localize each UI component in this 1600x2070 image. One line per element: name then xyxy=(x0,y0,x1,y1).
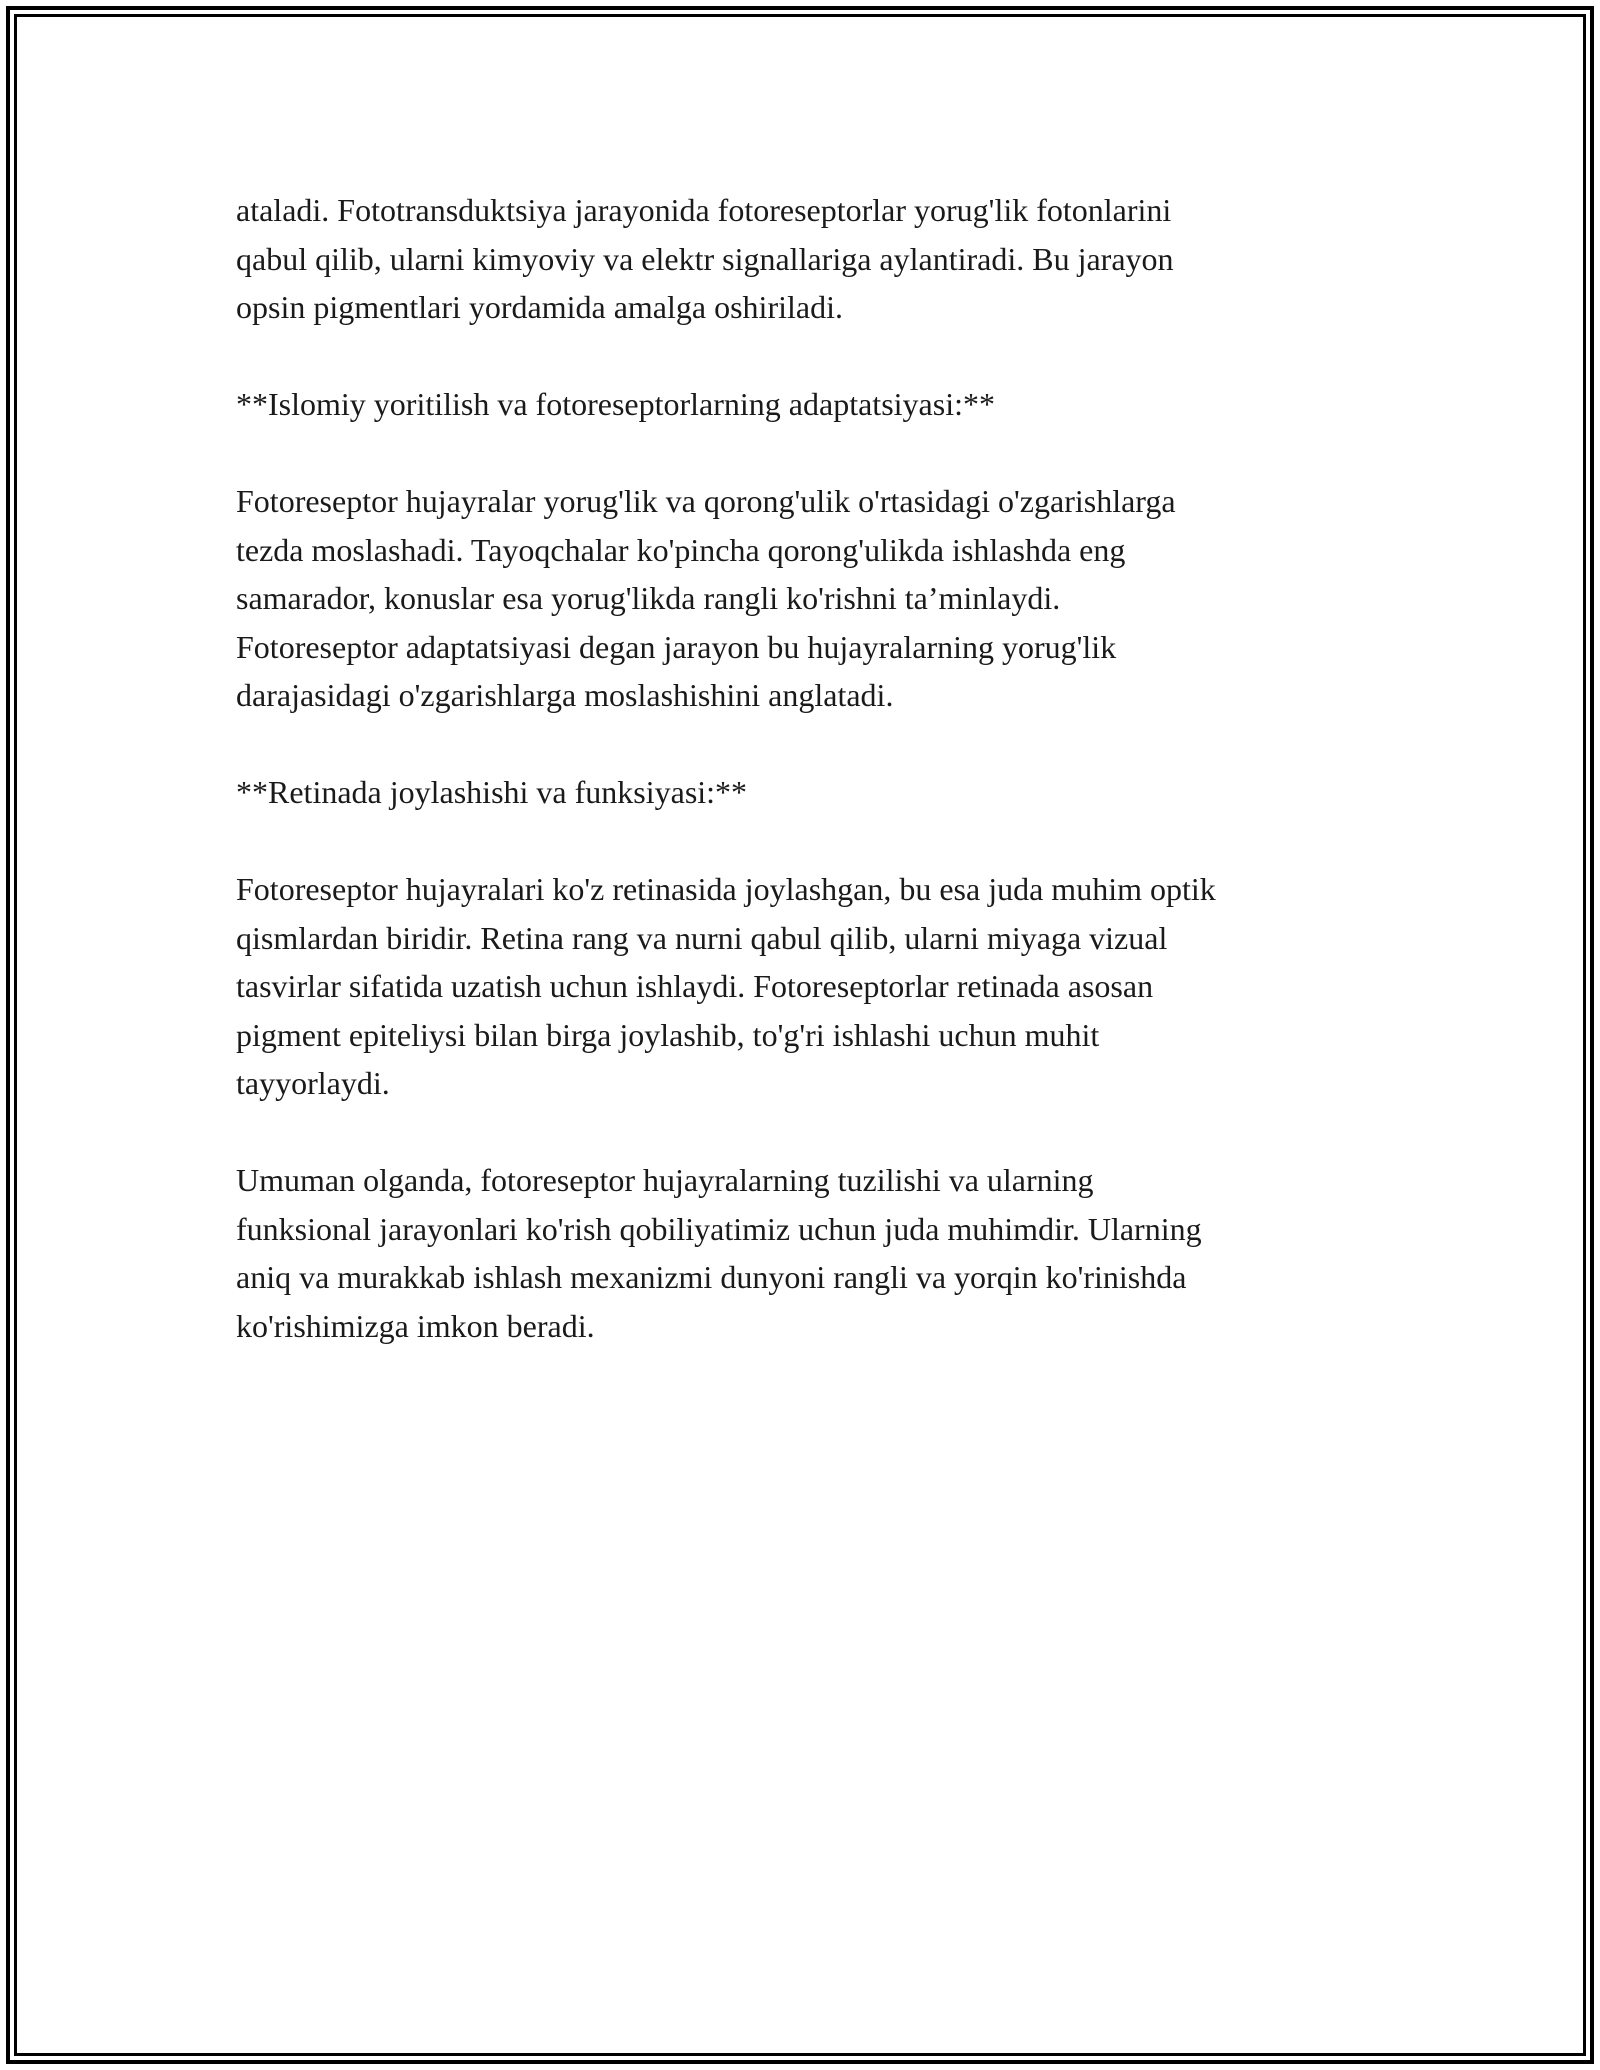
section-heading-adaptation: **Islomiy yoritilish va fotoreseptorlarning adaptatsiyasi:** xyxy=(236,386,995,422)
paragraph-retina: Fotoreseptor hujayralari ko'z retinasida joylashgan, bu esa juda muhim optik qismlardan biridir. Retina rang va nurni qabul qilib, ularni miyaga vizual tasvirlar sifatida uzatish uchun ishlaydi. Fotoreseptorlar retinada asosan pigment epiteliysi bilan birga joylashib, to'g'ri ishlashi uchun muhit tayyorlaydi. xyxy=(236,871,1216,1101)
paragraph-intro-continuation: ataladi. Fototransduktsiya jarayonida fotoreseptorlar yorug'lik fotonlarini qabul qilib, ularni kimyoviy va elektr signallariga aylantiradi. Bu jarayon opsin pigmentlari yordamida amalga oshiriladi. xyxy=(236,192,1174,325)
document-body xyxy=(236,186,1376,1399)
paragraph-adaptation: Fotoreseptor hujayralar yorug'lik va qorong'ulik o'rtasidagi o'zgarishlarga tezda moslashadi. Tayoqchalar ko'pincha qorong'ulikda ishlashda eng samarador, konuslar esa yorug'likda rangli ko'rishni ta’minlaydi. Fotoreseptor adaptatsiyasi degan jarayon bu hujayralarning yorug'lik darajasidagi o'zgarishlarga moslashishini anglatadi. xyxy=(236,483,1176,713)
paragraph-conclusion: Umuman olganda, fotoreseptor hujayralarning tuzilishi va ularning funksional jarayonlari ko'rish qobiliyatimiz uchun juda muhimdir. Ularning aniq va murakkab ishlash mexanizmi dunyoni rangli va yorqin ko'rinishda ko'rishimizga imkon beradi. xyxy=(236,1162,1202,1344)
section-heading-retina: **Retinada joylashishi va funksiyasi:** xyxy=(236,774,748,810)
